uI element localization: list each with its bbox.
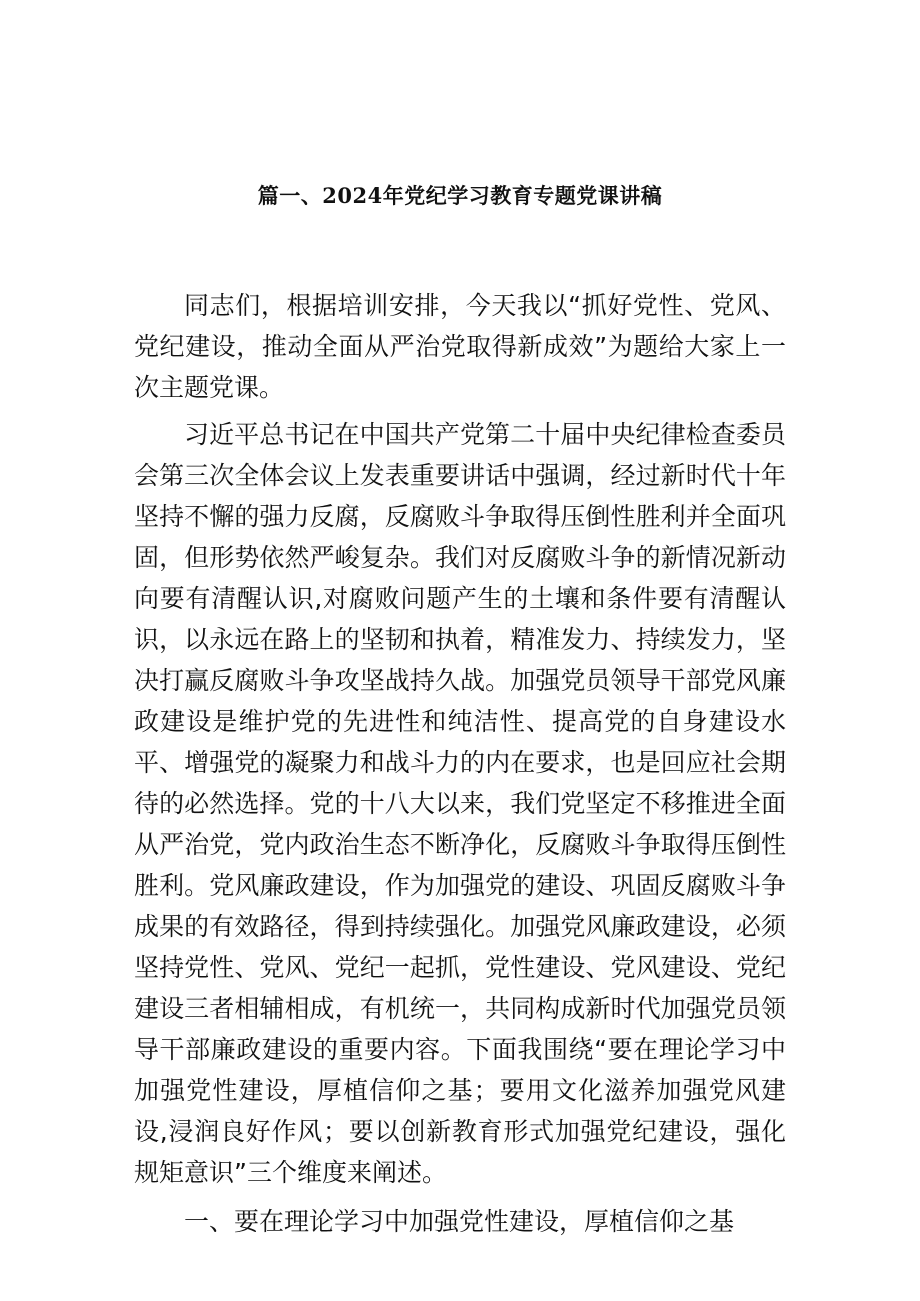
- section-heading-1: 一、要在理论学习中加强党性建设，厚植信仰之基: [184, 1207, 735, 1236]
- paragraph-opening: 同志们，根据培训安排，今天我以“抓好党性、党风、党纪建设，推动全面从严治党取得新成效”为题给大家上一次主题党课。: [134, 291, 786, 402]
- document-title: 篇一、2024年党纪学习教育专题党课讲稿: [257, 183, 663, 208]
- paragraph-main: 习近平总书记在中国共产党第二十届中央纪律检查委员会第三次全体会议上发表重要讲话中强调，经过新时代十年坚持不懈的强力反腐，反腐败斗争取得压倒性胜利并全面巩固，但形势依然严峻复杂。我们对反腐败斗争的新情况新动向要有清醒认识,对腐败问题产生的土壤和条件要有清醒认识，以永远在路上的坚韧和执着，精准发力、持续发力，坚决打赢反腐败斗争攻坚战持久战。加强党员领导干部党风廉政建设是维护党的先进性和纯洁性、提高党的自身建设水平、增强党的凝聚力和战斗力的内在要求，也是回应社会期待的必然选择。党的十八大以来，我们党坚定不移推进全面从严治党，党内政治生态不断净化，反腐败斗争取得压倒性胜利。党风廉政建设，作为加强党的建设、巩固反腐败斗争成果的有效路径，得到持续强化。加强党风廉政建设，必须坚持党性、党风、党纪一起抓，党性建设、党风建设、党纪建设三者相辅相成，有机统一，共同构成新时代加强党员领导干部廉政建设的重要内容。下面我围绕“要在理论学习中加强党性建设，厚植信仰之基；要用文化滋养加强党风建设,浸润良好作风；要以创新教育形式加强党纪建设，强化规矩意识”三个维度来阐述。: [134, 420, 786, 1187]
- document-body: [134, 285, 786, 1242]
